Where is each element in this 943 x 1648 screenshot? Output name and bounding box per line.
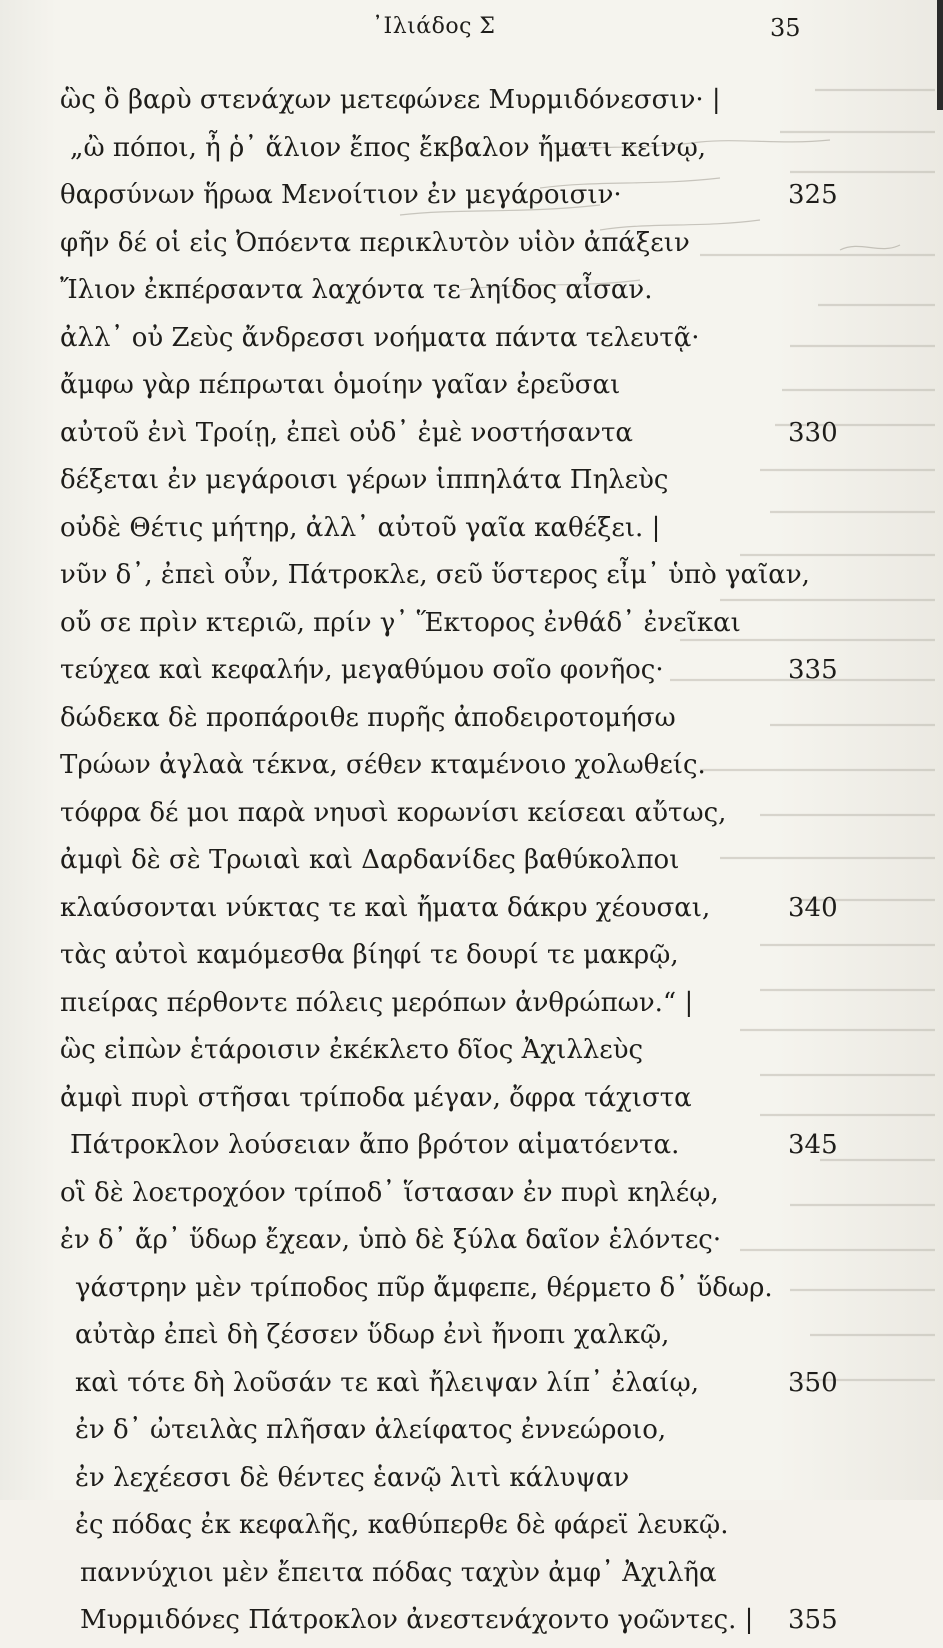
verse-text: ἀμφὶ δὲ σὲ Τρωιαὶ καὶ Δαρδανίδες βαθύκολποι: [60, 845, 680, 875]
verse-line: [0, 888, 943, 936]
verse-text: ἐν δ᾽ ἄρ᾽ ὕδωρ ἔχεαν, ὑπὸ δὲ ξύλα δαῖον ἑλόντες·: [60, 1225, 722, 1255]
verse-line: [0, 1458, 943, 1506]
verse-text: αὐτοῦ ἐνὶ Τροίῃ, ἐπεὶ οὐδ᾽ ἐμὲ νοστήσαντα: [60, 417, 633, 448]
verse-text: παννύχιοι μὲν ἔπειτα πόδας ταχὺν ἀμφ᾽ Ἀχιλῆα: [80, 1557, 717, 1588]
verse-line: [0, 365, 943, 413]
line-number: 335: [788, 655, 838, 685]
verse-line: [0, 603, 943, 651]
verse-text: κλαύσονται νύκτας τε καὶ ἤματα δάκρυ χέουσαι,: [60, 892, 711, 923]
verse-line: [0, 80, 943, 128]
verse-text: ἐν δ᾽ ὠτειλὰς πλῆσαν ἀλείφατος ἐννεώροιο,: [75, 1415, 667, 1445]
verse-line: [0, 1125, 943, 1173]
verse-line: [0, 1600, 943, 1648]
verse-line: [0, 460, 943, 508]
verse-line: [0, 1078, 943, 1126]
verse-text: δέξεται ἐν μεγάροισι γέρων ἱππηλάτα Πηλεὺς: [60, 465, 669, 495]
verse-line: [0, 935, 943, 983]
verse-text: δώδεκα δὲ προπάροιθε πυρῆς ἀποδειροτομήσω: [60, 702, 676, 733]
line-number: 340: [788, 892, 838, 923]
verse-line: [0, 508, 943, 556]
verse-text: ἄμφω γὰρ πέπρωται ὁμοίην γαῖαν ἐρεῦσαι: [60, 370, 621, 400]
verse-text: ἀμφὶ πυρὶ στῆσαι τρίποδα μέγαν, ὄφρα τάχιστα: [60, 1082, 692, 1113]
verse-text: „ὢ πόποι, ἦ ῥ᾽ ἅλιον ἔπος ἔκβαλον ἤματι κείνῳ,: [70, 132, 707, 163]
verse-line: [0, 983, 943, 1031]
verse-line: [0, 175, 943, 223]
verse-line: [0, 1220, 943, 1268]
verse-text: Ἴλιον ἐκπέρσαντα λαχόντα τε ληίδος αἶσαν.: [60, 275, 653, 305]
page-number: 35: [770, 14, 801, 42]
verse-line: [0, 793, 943, 841]
verse-line: [0, 698, 943, 746]
verse-text: ὣς ὃ βαρὺ στενάχων μετεφώνεε Μυρμιδόνεσσιν· |: [60, 85, 721, 115]
verse-line: [0, 840, 943, 888]
verse-line: [0, 318, 943, 366]
verse-text: αὐτὰρ ἐπεὶ δὴ ζέσσεν ὕδωρ ἐνὶ ἤνοπι χαλκῷ,: [75, 1320, 670, 1350]
verse-text: ἀλλ᾽ οὐ Ζεὺς ἄνδρεσσι νοήματα πάντα τελευτᾷ·: [60, 322, 700, 353]
verse-text: θαρσύνων ἥρωα Μενοίτιον ἐν μεγάροισιν·: [60, 180, 622, 210]
line-number: 325: [788, 180, 838, 210]
verse-line: [0, 270, 943, 318]
verse-text: ἐν λεχέεσσι δὲ θέντες ἑανῷ λιτὶ κάλυψαν: [75, 1462, 630, 1493]
verse-text: φῆν δέ οἱ εἰς Ὀπόεντα περικλυτὸν υἱὸν ἀπάξειν: [60, 227, 690, 258]
verse-list: [0, 80, 943, 1648]
verse-text: Πάτροκλον λούσειαν ἄπο βρότον αἱματόεντα.: [70, 1130, 680, 1160]
verse-line: [0, 1553, 943, 1601]
verse-text: ἐς πόδας ἐκ κεφαλῆς, καθύπερθε δὲ φάρεϊ λευκῷ.: [75, 1510, 729, 1540]
verse-line: [0, 1505, 943, 1553]
verse-text: οὔ σε πρὶν κτεριῶ, πρίν γ᾽ Ἕκτορος ἐνθάδ᾽ ἐνεῖκαι: [60, 607, 741, 638]
verse-line: [0, 1030, 943, 1078]
verse-text: τεύχεα καὶ κεφαλήν, μεγαθύμου σοῖο φονῆος·: [60, 655, 664, 685]
verse-line: [0, 1363, 943, 1411]
verse-text: καὶ τότε δὴ λοῦσάν τε καὶ ἤλειψαν λίπ᾽ ἐλαίῳ,: [75, 1367, 700, 1398]
line-number: 330: [788, 417, 838, 448]
verse-line: [0, 223, 943, 271]
verse-line: [0, 1173, 943, 1221]
verse-line: [0, 1410, 943, 1458]
verse-line: [0, 413, 943, 461]
verse-text: Μυρμιδόνες Πάτροκλον ἀνεστενάχοντο γοῶντες. |: [80, 1605, 754, 1635]
verse-text: τὰς αὐτοὶ καμόμεσθα βίηφί τε δουρί τε μακρῷ,: [60, 940, 679, 970]
verse-line: [0, 128, 943, 176]
line-number: 355: [788, 1605, 838, 1635]
verse-line: [0, 1315, 943, 1363]
line-number: 345: [788, 1130, 838, 1160]
verse-text: οὐδὲ Θέτις μήτηρ, ἀλλ᾽ αὐτοῦ γαῖα καθέξει. |: [60, 512, 661, 543]
verse-line: [0, 555, 943, 603]
running-head: ᾽Ιλιάδος Σ: [372, 14, 496, 39]
verse-text: Τρώων ἀγλαὰ τέκνα, σέθεν κταμένοιο χολωθείς.: [60, 750, 706, 780]
verse-text: τόφρα δέ μοι παρὰ νηυσὶ κορωνίσι κείσεαι αὔτως,: [60, 797, 727, 828]
verse-text: γάστρην μὲν τρίποδος πῦρ ἄμφεπε, θέρμετο δ᾽ ὕδωρ.: [75, 1272, 773, 1303]
verse-text: οἳ δὲ λοετροχόον τρίποδ᾽ ἵστασαν ἐν πυρὶ κηλέῳ,: [60, 1177, 719, 1208]
verse-text: πιείρας πέρθοντε πόλεις μερόπων ἀνθρώπων.“ |: [60, 987, 694, 1018]
verse-text: ὣς εἰπὼν ἑτάροισιν ἐκέκλετο δῖος Ἀχιλλεὺς: [60, 1035, 644, 1065]
verse-line: [0, 745, 943, 793]
verse-line: [0, 650, 943, 698]
line-number: 350: [788, 1367, 838, 1398]
verse-line: [0, 1268, 943, 1316]
verse-text: νῦν δ᾽, ἐπεὶ οὖν, Πάτροκλε, σεῦ ὕστερος εἶμ᾽ ὑπὸ γαῖαν,: [60, 560, 810, 590]
